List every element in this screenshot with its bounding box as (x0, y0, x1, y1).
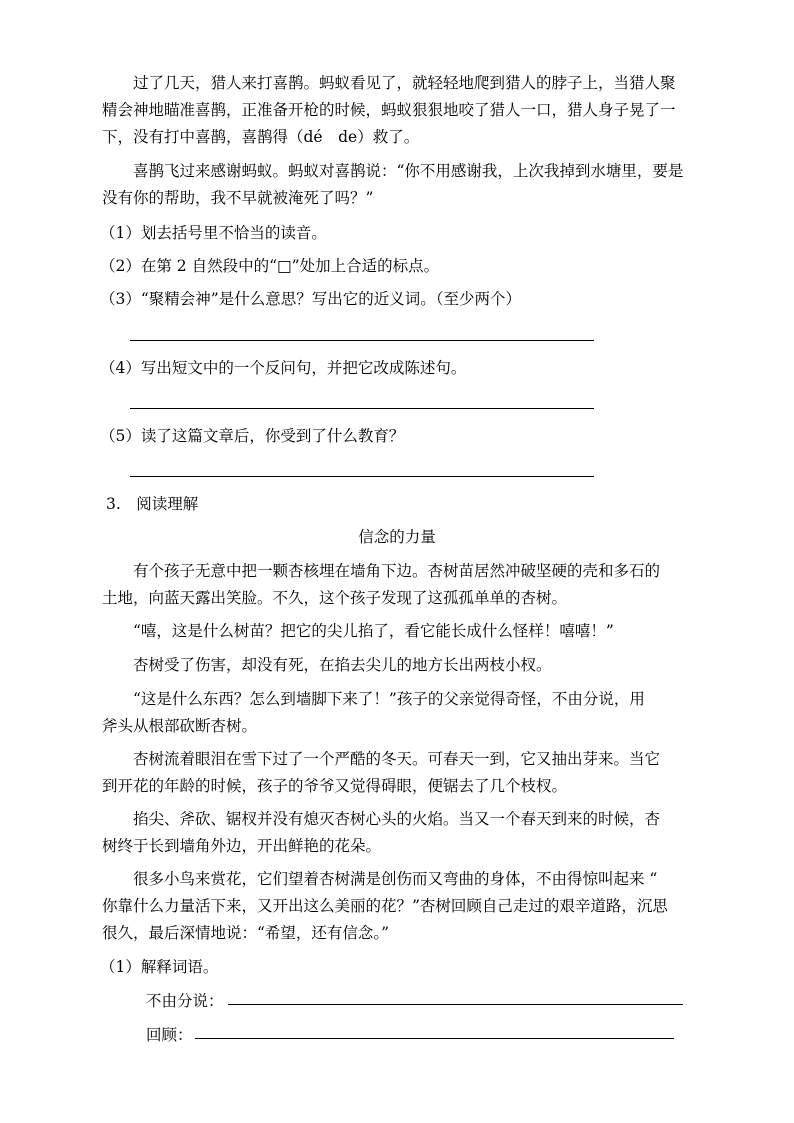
section3-title: 信念的力量 (358, 528, 436, 546)
answer-line-4[interactable] (130, 408, 594, 409)
answer-line-term1[interactable] (228, 1004, 683, 1005)
passage1-para1-line3: 下，没有打中喜鹊，喜鹊得（dé de）救了。 (102, 128, 420, 146)
term-buyoufenshuo-label: 不由分说： (146, 992, 224, 1010)
s3-para7-line2: 你靠什么力量活下来，又开出这么美丽的花？”杏树回顾自己走过的艰辛道路，沉思 (102, 897, 668, 915)
answer-line-3[interactable] (130, 340, 594, 341)
section3-heading: 3. 阅读理解 (106, 495, 199, 513)
s3-para5-line2: 到开花的年龄的时候，孩子的爷爷又觉得碍眼，便锯去了几个枝杈。 (102, 777, 568, 795)
s3-para4-line1: “这是什么东西？怎么到墙脚下来了！”孩子的父亲觉得奇怪，不由分说，用 (102, 690, 645, 708)
s3-para7-line1: 很多小鸟来赏花，它们望着杏树满是创伤而又弯曲的身体，不由得惊叫起来 “ (102, 870, 658, 888)
s3-para3-line1: 杏树受了伤害，却没有死，在掐去尖儿的地方长出两枝小杈。 (102, 656, 552, 674)
s3-para1-line1: 有个孩子无意中把一颗杏核埋在墙角下边。杏树苗居然冲破坚硬的壳和多石的 (102, 562, 661, 580)
passage1-para1-line2: 精会神地瞄准喜鹊，正准备开枪的时候，蚂蚁狠狠地咬了猎人一口，猎人身子晃了一 (102, 101, 676, 119)
question-4: （4）写出短文中的一个反问句，并把它改成陈述句。 (100, 359, 467, 377)
s3-para2-line1: “嘻，这是什么树苗？把它的尖儿掐了，看它能长成什么怪样！嘻嘻！” (102, 622, 614, 640)
question-5: （5）读了这篇文章后，你受到了什么教育？ (100, 427, 405, 445)
passage1-para1-line1: 过了几天，猎人来打喜鹊。蚂蚁看见了，就轻轻地爬到猎人的脖子上，当猎人聚 (102, 74, 676, 92)
term-huigu-label: 回顾： (146, 1026, 193, 1044)
question-2: （2）在第 2 自然段中的“□”处加上合适的标点。 (100, 257, 440, 275)
passage1-para2-line2: 没有你的帮助，我不早就被淹死了吗？” (102, 189, 374, 207)
s3-para7-line3: 很久，最后深情地说：“希望，还有信念。” (102, 924, 390, 942)
section3-question-1: （1）解释词语。 (100, 958, 219, 976)
s3-para4-line2: 斧头从根部砍断杏树。 (102, 717, 258, 735)
s3-para6-line2: 树终于长到墙角外边，开出鲜艳的花朵。 (102, 837, 382, 855)
passage1-para2-line1: 喜鹊飞过来感谢蚂蚁。蚂蚁对喜鹊说：“你不用感谢我，上次我掉到水塘里，要是 (102, 162, 684, 180)
s3-para1-line2: 土地，向蓝天露出笑脸。不久，这个孩子发现了这孤孤单单的杏树。 (102, 589, 568, 607)
answer-line-term2[interactable] (195, 1038, 674, 1039)
answer-line-5[interactable] (130, 476, 594, 477)
s3-para6-line1: 掐尖、斧砍、锯杈并没有熄灭杏树心头的火焰。当又一个春天到来的时候，杏 (102, 810, 661, 828)
s3-para5-line1: 杏树流着眼泪在雪下过了一个严酷的冬天。可春天一到，它又抽出芽来。当它 (102, 750, 661, 768)
question-3: （3）“聚精会神”是什么意思？写出它的近义词。（至少两个） (100, 290, 521, 308)
question-1: （1）划去括号里不恰当的读音。 (100, 224, 327, 242)
